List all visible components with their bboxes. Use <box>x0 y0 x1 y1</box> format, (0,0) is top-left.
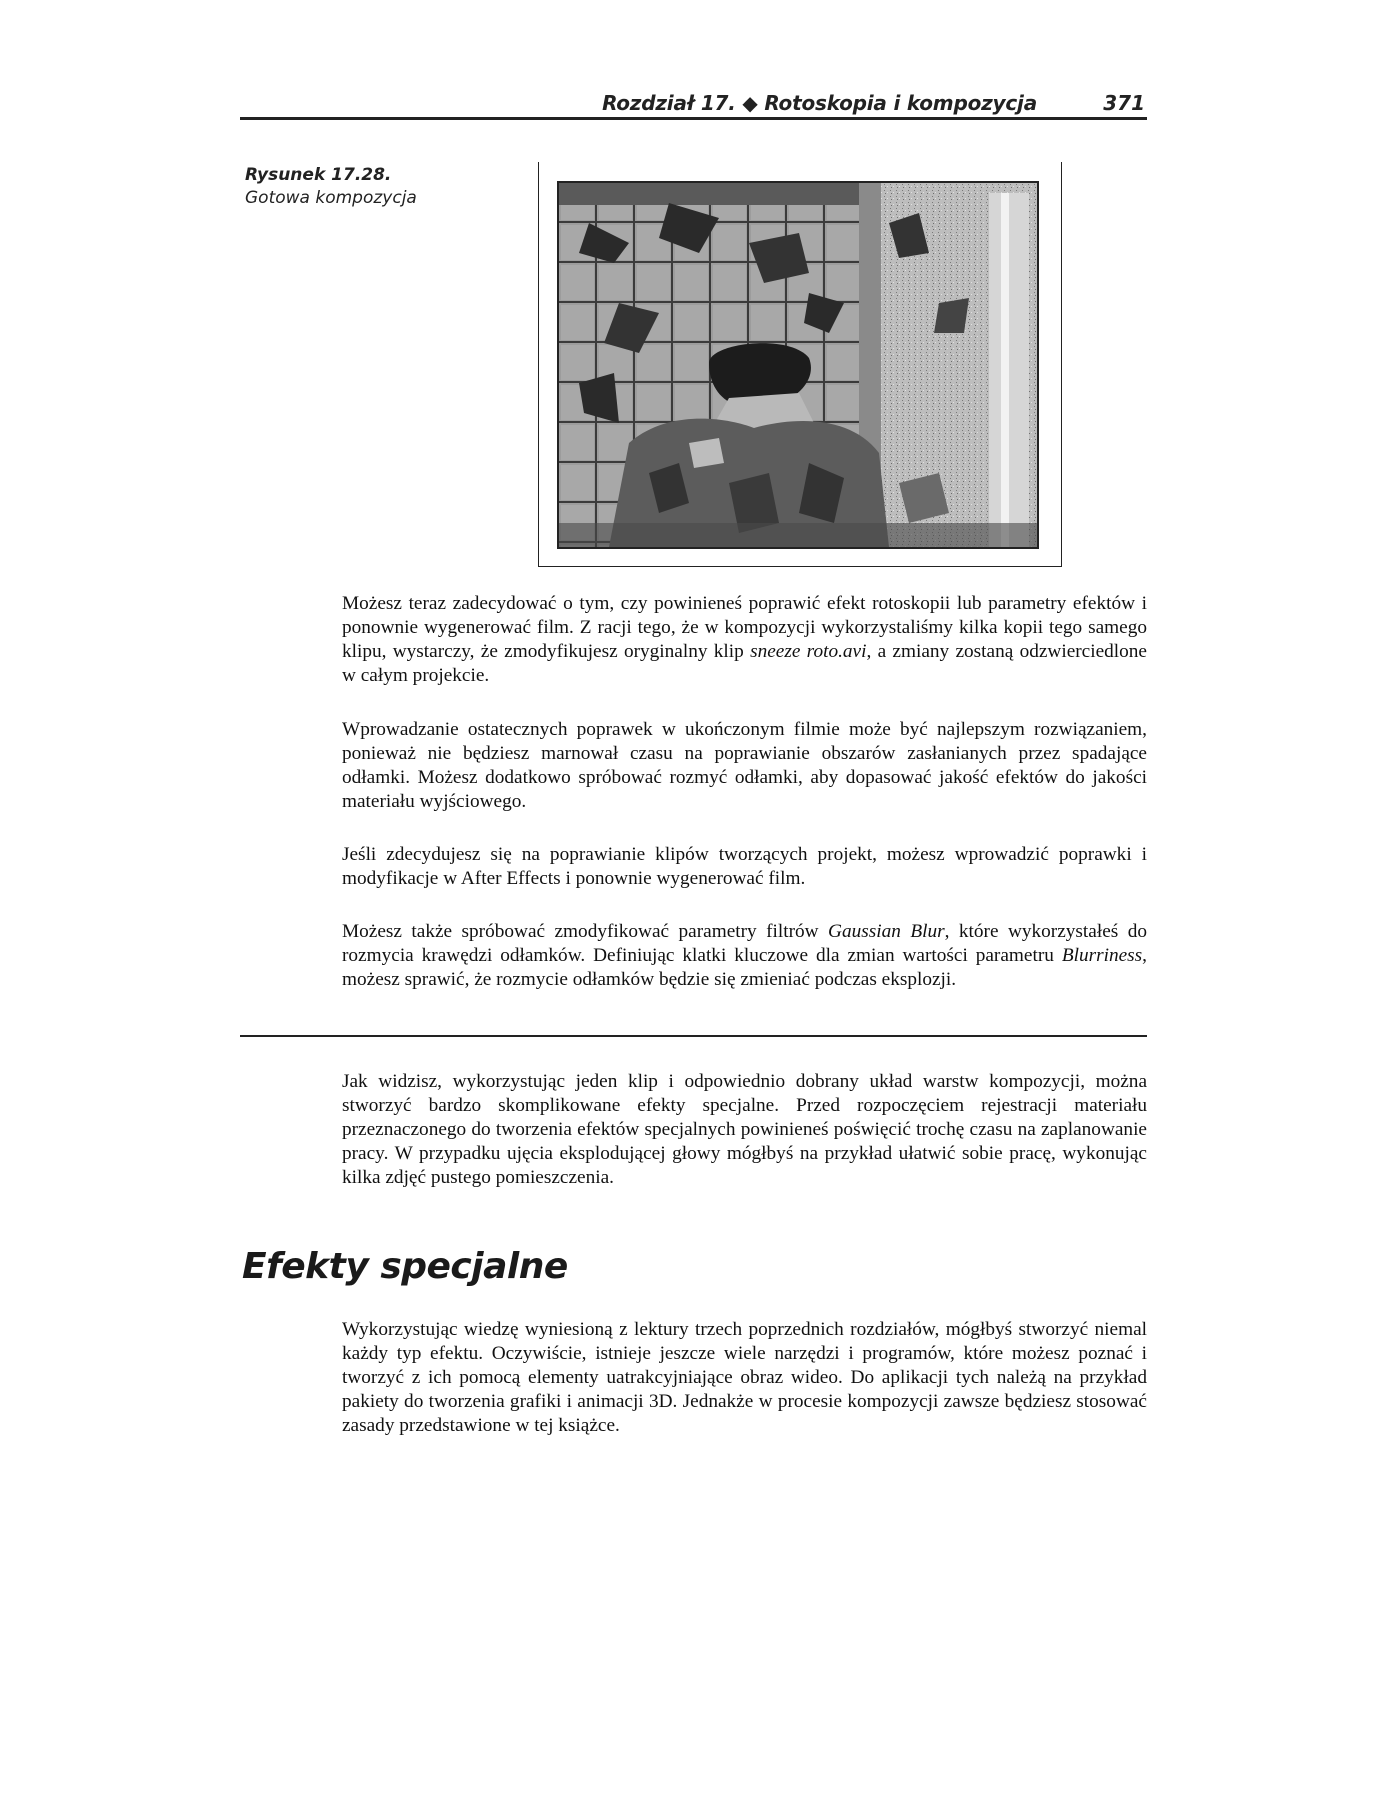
paragraph-1-text-b: , a zmiany zostaną odzwierciedlone w całym projekcie. <box>342 641 1147 686</box>
figure-image <box>557 181 1039 549</box>
paragraph-4-text-a: Możesz także spróbować zmodyfikować parametry filtrów <box>342 921 829 942</box>
chapter-title: Rozdział 17. ◆ Rotoskopia i kompozycja <box>602 91 1037 115</box>
paragraph-4 <box>342 920 1147 992</box>
figure-title: Gotowa kompozycja <box>245 188 417 208</box>
paragraph-2: Wprowadzanie ostatecznych poprawek w ukończonym filmie może być najlepszym rozwiązaniem, ponieważ nie będziesz marnował czasu na poprawianie obszarów zasłanianych przez spadające odłamki. Możesz dodatkowo spróbować rozmyć odłamki, aby dopasować jakość efektów do jakości materiału wyjściowego. <box>342 719 1147 812</box>
paragraph-4-text-b: , które wykorzystałeś do rozmycia krawędzi odłamków. Definiując klatki kluczowe dla zmian wartości parametru <box>342 921 1147 966</box>
composite-photo <box>559 183 1037 547</box>
figure-caption <box>245 164 445 210</box>
filter-name-emphasis: Gaussian Blur <box>828 921 945 942</box>
paragraph-6: Wykorzystując wiedzę wyniesioną z lektury trzech poprzednich rozdziałów, mógłbyś stworzyć niemal każdy typ efektu. Oczywiście, istnieje jeszcze wiele narzędzi i programów, które możesz poznać i tworzyć z ich pomocą elementy uatrakcyjniające obraz wideo. Do aplikacji tych należą na przykład pakiety do tworzenia grafiki i animacji 3D. Jednakże w procesie kompozycji zawsze będziesz stosować zasady przedstawione w tej książce. <box>342 1319 1147 1436</box>
paragraph-3: Jeśli zdecydujesz się na poprawianie klipów tworzących projekt, możesz wprowadzić poprawki i modyfikacje w After Effects i ponownie wygenerować film. <box>342 844 1147 889</box>
paragraph-1 <box>342 592 1147 688</box>
paragraph-5: Jak widzisz, wykorzystując jeden klip i odpowiednio dobrany układ warstw kompozycji, można stworzyć bardzo skomplikowane efekty specjalne. Przed rozpoczęciem rejestracji materiału przeznaczonego do tworzenia efektów specjalnych powinieneś poświęcić trochę czasu na zaplanowanie pracy. W przypadku ujęcia eksplodującej głowy mógłbyś na przykład ułatwić sobie pracę, wykonując kilka zdjęć pustego pomieszczenia. <box>342 1071 1147 1188</box>
paragraph-4-text-c: , możesz sprawić, że rozmycie odłamków będzie się zmieniać podczas eksplozji. <box>342 945 1147 990</box>
running-header <box>240 88 1145 118</box>
paragraph-1-text-a: Możesz teraz zadecydować o tym, czy powinieneś poprawić efekt rotoskopii lub parametry efektów i ponownie wygenerować film. Z racji tego, że w kompozycji wykorzystaliśmy kilka kopii tego samego klipu, wystarczy, że zmodyfikujesz oryginalny klip <box>342 593 1147 662</box>
section-heading: Efekty specjalne <box>242 1246 568 1287</box>
figure-label: Rysunek 17.28. <box>245 165 392 185</box>
parameter-name-emphasis: Blurriness <box>1061 945 1143 966</box>
figure-frame <box>538 162 1062 567</box>
section-divider <box>240 1035 1147 1037</box>
page-number: 371 <box>1103 91 1145 115</box>
filename-emphasis: sneeze roto.avi <box>750 641 867 662</box>
header-rule <box>240 117 1147 120</box>
